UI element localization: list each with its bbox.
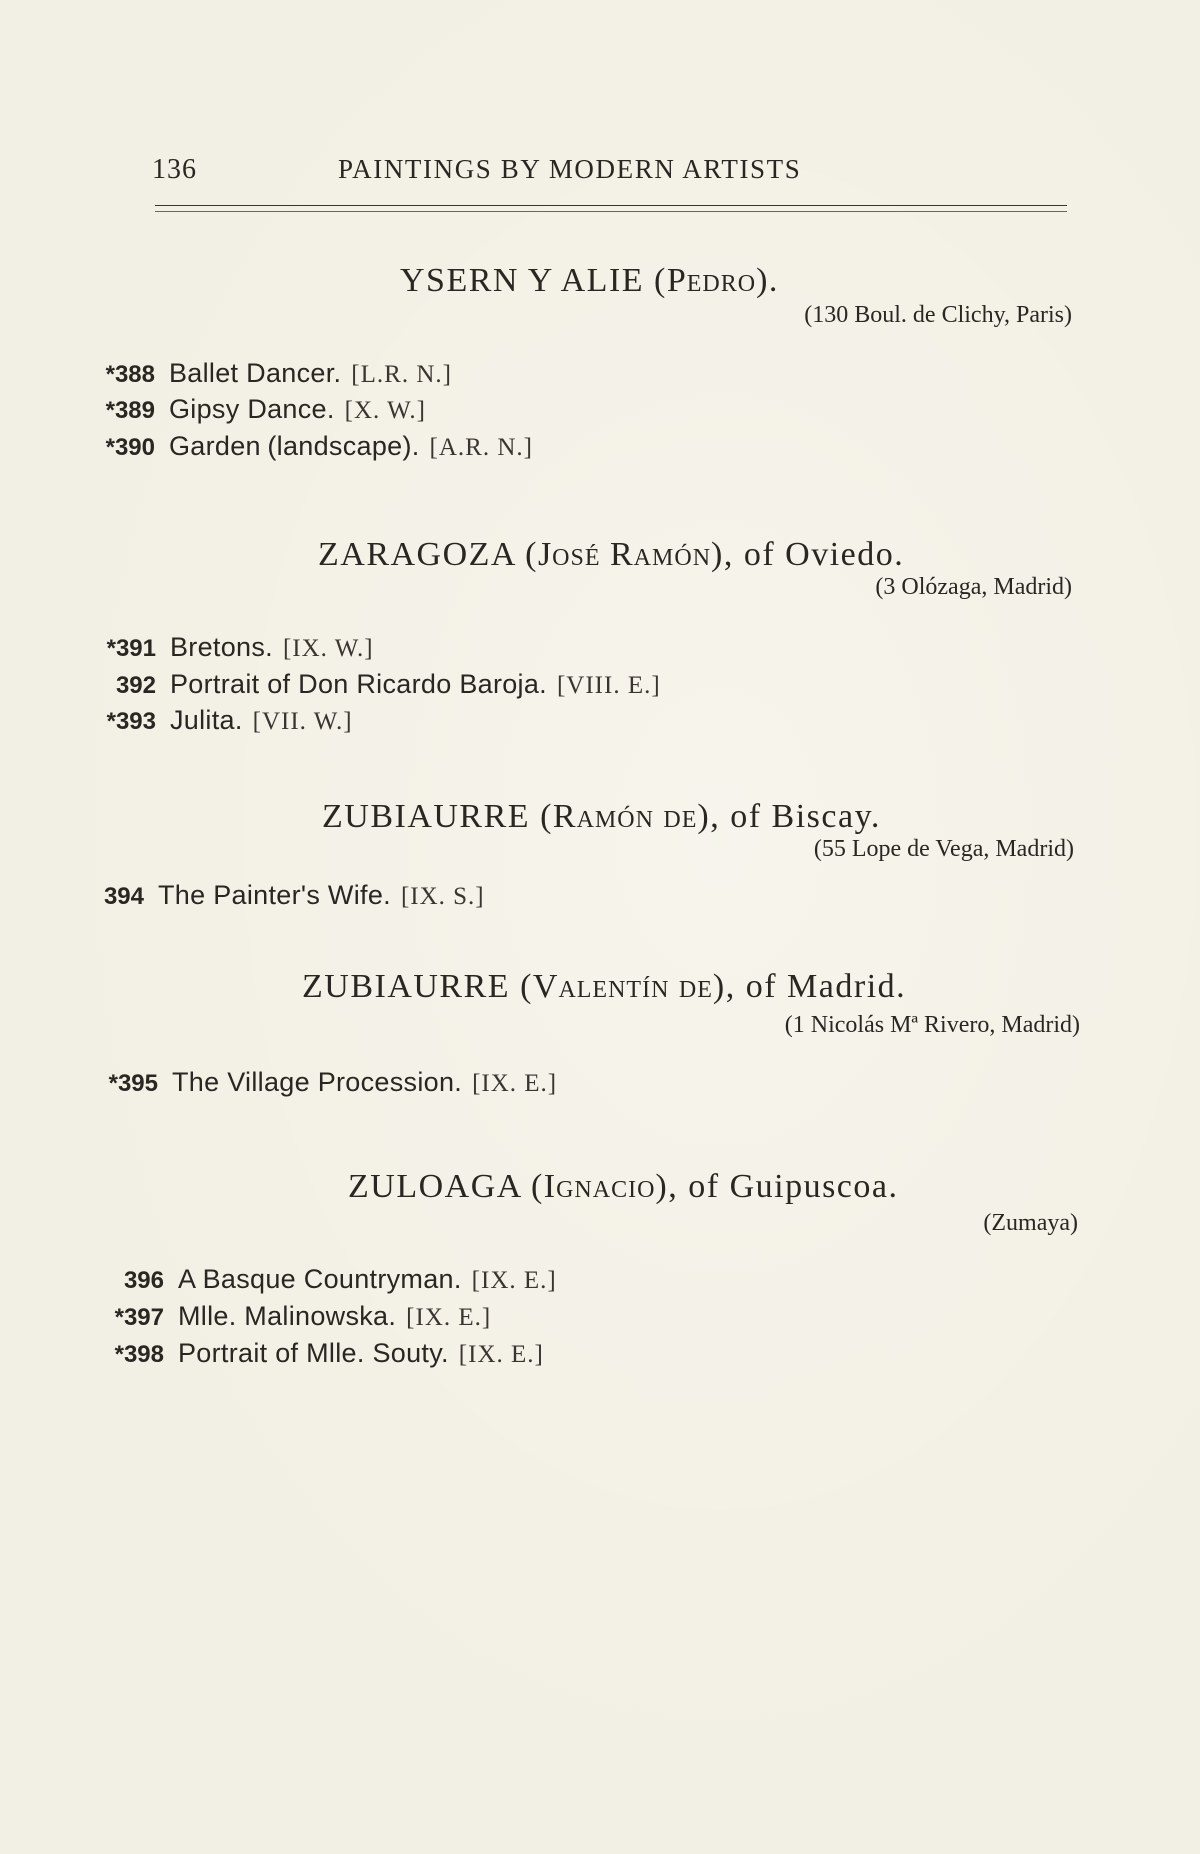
catalogue-item (75, 431, 533, 462)
catalogue-item (76, 705, 353, 736)
item-room-reference: [VII. W.] (252, 708, 353, 735)
item-number: *388 (105, 361, 155, 388)
catalogue-item (84, 1338, 544, 1369)
artist-address: (3 Olózaga, Madrid) (875, 574, 1072, 600)
artist-surname: ZARAGOZA (318, 536, 516, 573)
item-title: Gipsy Dance. (169, 394, 335, 424)
item-title: The Painter's Wife. (158, 880, 391, 910)
item-title: Garden (169, 431, 261, 461)
header-rule (155, 205, 1067, 206)
page-number: 136 (152, 154, 197, 185)
item-title: A Basque Countryman. (178, 1264, 462, 1294)
running-title: PAINTINGS BY MODERN ARTISTS (338, 154, 802, 184)
item-room-reference: [IX. S.] (400, 883, 485, 910)
catalogue-item (84, 1264, 557, 1295)
catalogue-item (76, 632, 374, 663)
artist-heading: ZUBIAURRE (Ramón de), of Biscay. (322, 798, 881, 835)
item-title: Portrait of Don Ricardo Baroja. (170, 669, 547, 699)
item-room-reference: [L.R. N.] (351, 361, 452, 388)
catalogue-item (64, 880, 485, 911)
item-number: *389 (105, 397, 155, 424)
artist-given-name: Valentín de (532, 968, 713, 1005)
item-number: 396 (123, 1267, 164, 1294)
catalogue-item (78, 1067, 557, 1098)
item-number: *395 (108, 1070, 158, 1097)
artist-heading: YSERN Y ALIE (Pedro). (400, 262, 779, 299)
item-title: Ballet Dancer. (169, 358, 342, 388)
artist-address: (Zumaya) (983, 1210, 1078, 1236)
catalogue-item (76, 669, 661, 700)
item-room-reference: [VIII. E.] (556, 672, 661, 699)
item-number: 392 (115, 672, 156, 699)
artist-origin: , of Biscay. (710, 798, 881, 835)
artist-address: (130 Boul. de Clichy, Paris) (804, 302, 1072, 328)
artist-address: (55 Lope de Vega, Madrid) (813, 836, 1074, 862)
item-number: *393 (106, 708, 156, 735)
catalogue-item (84, 1301, 491, 1332)
artist-origin: , of Oviedo. (723, 536, 905, 573)
artist-address: (1 Nicolás Mª Rivero, Madrid) (784, 1012, 1080, 1038)
artist-heading: ZUBIAURRE (Valentín de), of Madrid. (302, 968, 907, 1005)
item-number: *397 (114, 1304, 164, 1331)
item-number: *390 (105, 434, 155, 461)
catalogue-item (75, 394, 426, 425)
item-number: *391 (106, 635, 156, 662)
artist-surname: ZUBIAURRE (302, 968, 511, 1005)
artist-given-name: José Ramón (537, 536, 712, 573)
artist-origin: , of Madrid. (725, 968, 907, 1005)
artist-surname: ZULOAGA (348, 1168, 521, 1205)
item-title-note: (landscape). (267, 431, 420, 461)
item-room-reference: [A.R. N.] (429, 434, 533, 461)
artist-surname: ZUBIAURRE (322, 798, 531, 835)
item-title: Mlle. Malinowska. (178, 1301, 397, 1331)
artist-surname: YSERN Y ALIE (400, 262, 645, 299)
catalogue-item (75, 358, 452, 389)
artist-origin: , of Guipuscoa. (668, 1168, 899, 1205)
item-room-reference: [IX. E.] (458, 1341, 544, 1368)
item-number: 394 (103, 883, 144, 910)
artist-heading: ZULOAGA (Ignacio), of Guipuscoa. (348, 1168, 899, 1205)
item-room-reference: [IX. E.] (471, 1267, 557, 1294)
item-title: Bretons. (170, 632, 273, 662)
item-number: *398 (114, 1341, 164, 1368)
item-room-reference: [X. W.] (344, 397, 426, 424)
item-title: Portrait of Mlle. Souty. (178, 1338, 449, 1368)
artist-given-name: Pedro (666, 262, 757, 299)
artist-given-name: Ramón de (552, 798, 698, 835)
artist-given-name: Ignacio (543, 1168, 656, 1205)
artist-heading: ZARAGOZA (José Ramón), of Oviedo. (318, 536, 905, 573)
item-room-reference: [IX. E.] (472, 1070, 558, 1097)
item-room-reference: [IX. E.] (406, 1304, 492, 1331)
item-title: Julita. (170, 705, 243, 735)
item-room-reference: [IX. W.] (282, 635, 374, 662)
header-rule-secondary (155, 211, 1067, 212)
running-head (152, 150, 1072, 190)
item-title: The Village Procession. (172, 1067, 463, 1097)
